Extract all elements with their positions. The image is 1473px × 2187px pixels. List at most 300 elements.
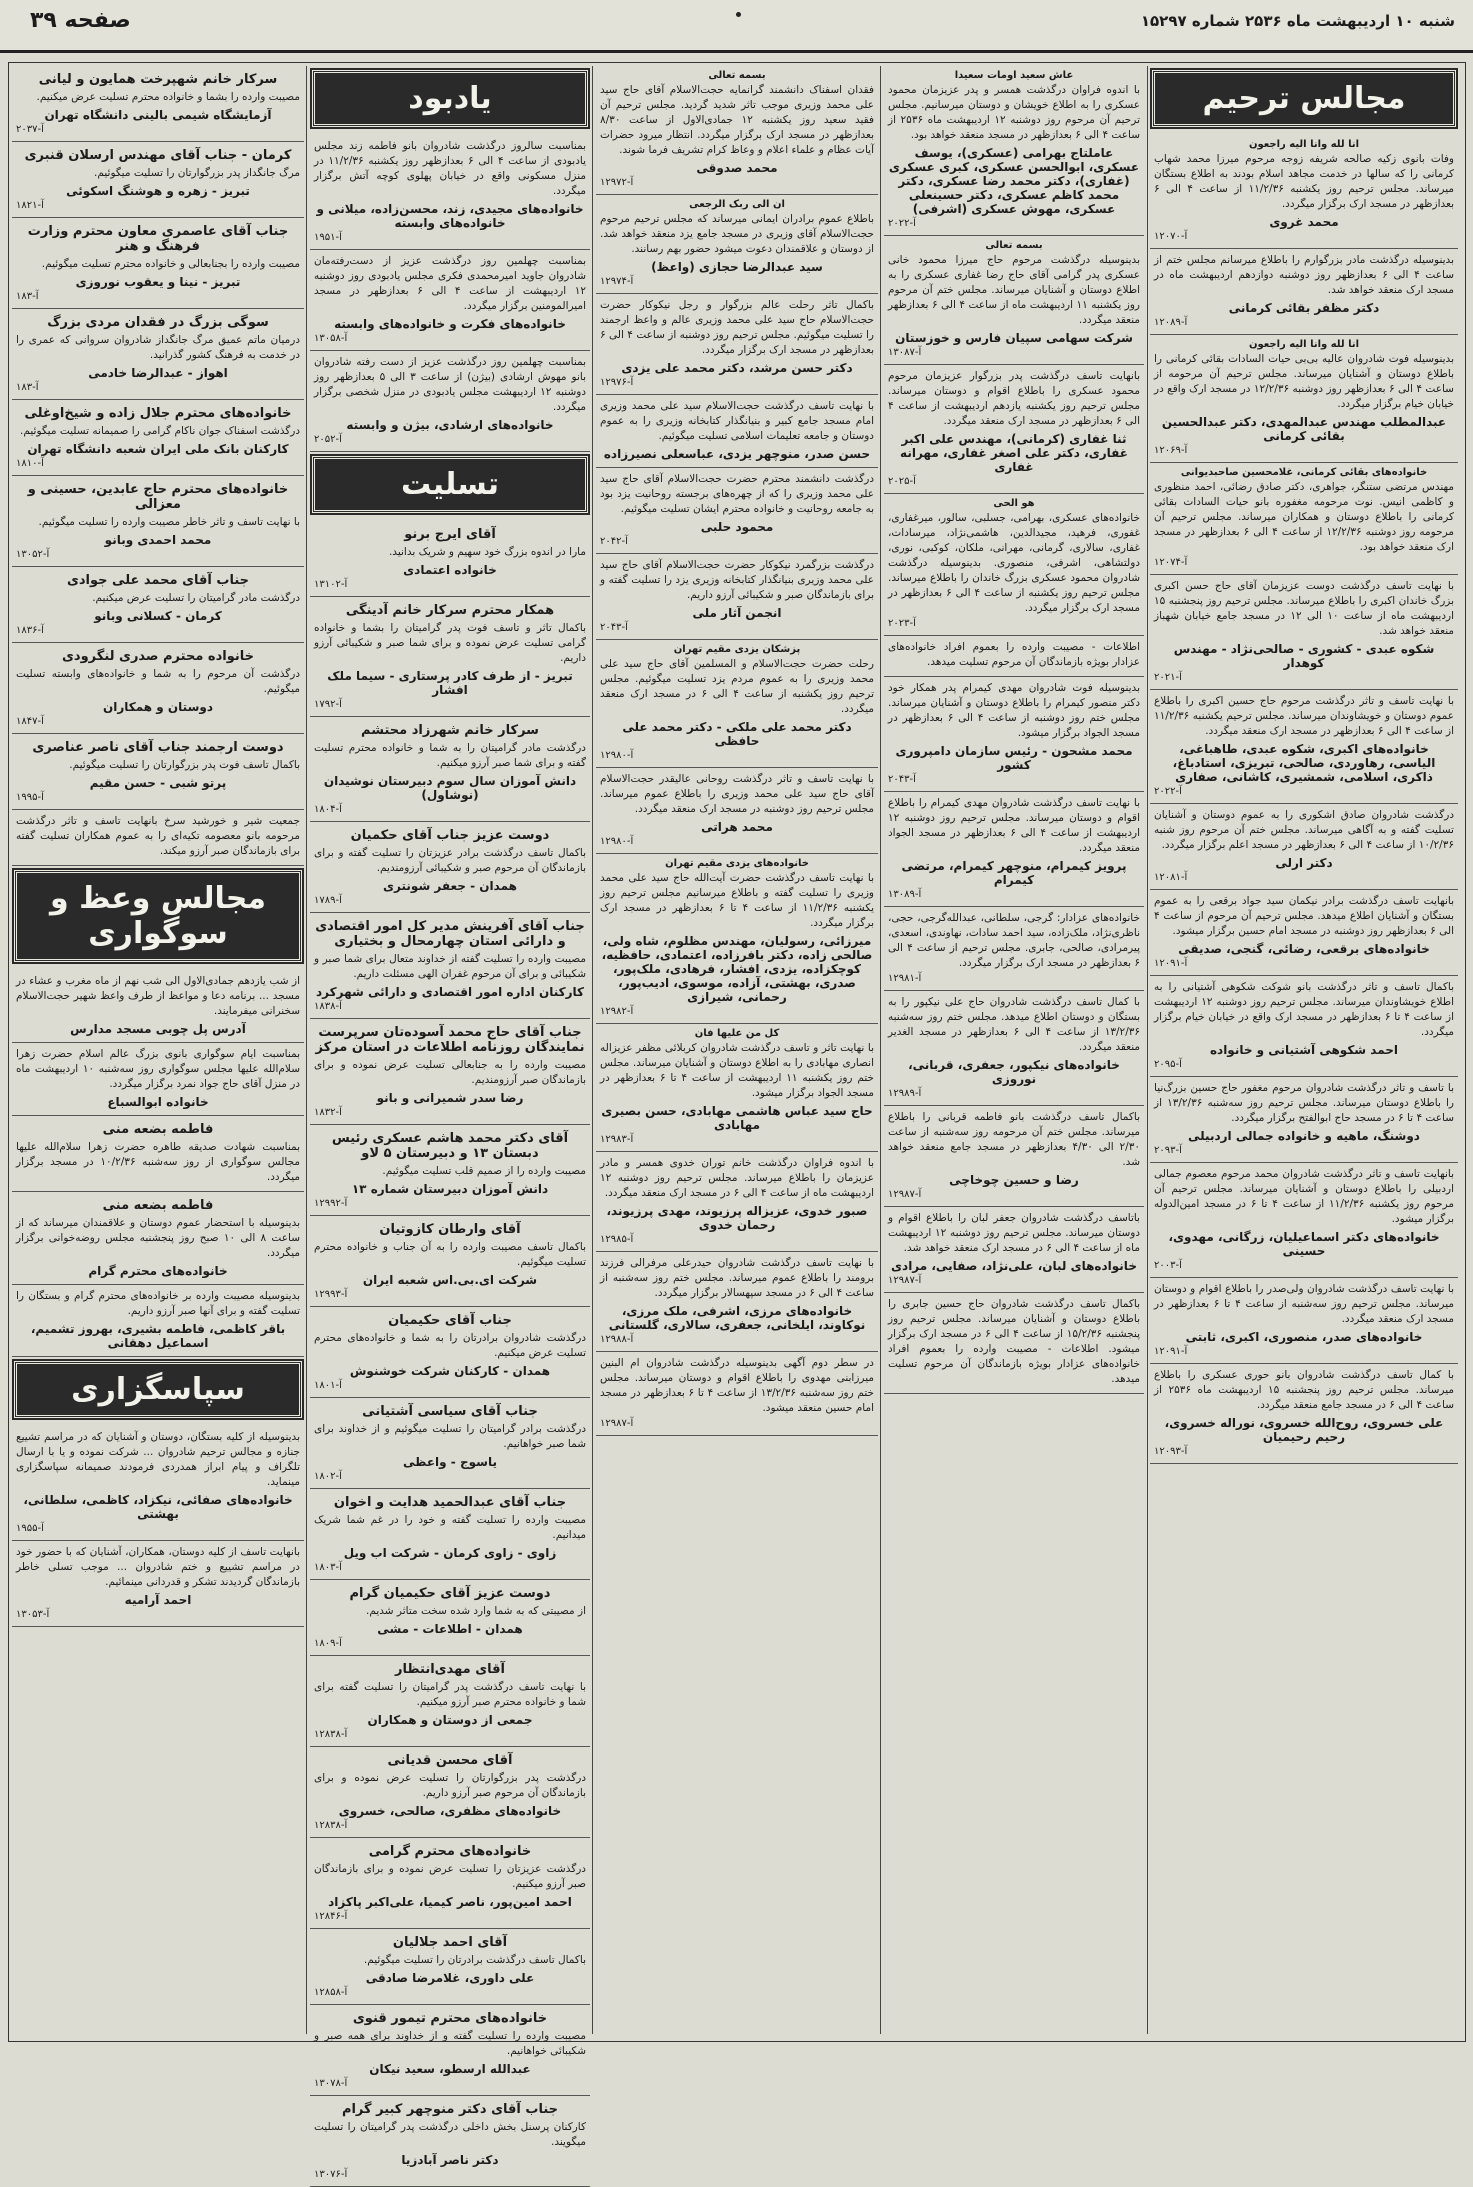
notice-signature: رضا سدر شمیرانی و بانو bbox=[376, 1091, 524, 1105]
notice-title: سرکار خانم شهرزاد محتشم bbox=[361, 723, 539, 738]
notice-block bbox=[596, 1024, 878, 1152]
notice-signature: احمد امین‌پور، ناصر کیمیا، علی‌اکبر پاکزاد bbox=[328, 1895, 572, 1909]
notice-body: درگذشت برادر گرامیتان را تسلیت میگوئیم و از خداوند برای شما صبر خواهانیم. bbox=[314, 1423, 586, 1450]
notice-body: درگذشت عزیزتان را تسلیت عرض نموده و برای بازماندگان صبر آرزو میکنیم. bbox=[314, 1863, 586, 1890]
section-banner-yadbud: یادبود bbox=[312, 70, 588, 127]
notice-block bbox=[596, 768, 878, 854]
notice-block bbox=[1150, 1364, 1458, 1464]
notice-body: با نهایت تاسف درگذشت شادروان ولی‌صدر را باطلاع اقوام و دوستان میرساند. مجلس ترحیم روز سه‌شنبه از ساعت ۴ تا ۶ بعدازظهر در مسجد ارک منعقد میگردد. bbox=[1154, 1283, 1455, 1325]
notice-code: آ-۱۲۹۹۲ bbox=[314, 1198, 348, 1209]
notice-block bbox=[1150, 1077, 1458, 1163]
notice-body: از شب یازدهم جمادی‌الاول الی شب نهم از ماه مغرب و عشاء در مسجد ... برنامه دعا و مواعظ از طرف واعظ شهیر حجت‌الاسلام سخنرانی میفرمایند. bbox=[16, 975, 300, 1017]
notice-signature: محمد احمدی وبانو bbox=[104, 533, 212, 547]
notice-block bbox=[12, 567, 304, 643]
notice-body: با نهایت تاسف و تاثر خاطر مصیبت وارده را تسلیت میگوئیم. bbox=[38, 516, 300, 528]
notice-body: بدینوسیله فوت شادروان مهدی کیمرام پدر همکار خود دکتر منصور کیمرام را باطلاع دوستان و آشنایان میرساند. مجلس ختم روز دوشنبه از ساعت ۴ الی ۶ بعدازظهر در مسجد الجواد برگزار میشود. bbox=[888, 682, 1140, 739]
notice-code: آ-۱۳۰۵۲ bbox=[16, 549, 50, 560]
notice-title: آقای احمد جلالیان bbox=[392, 1935, 508, 1950]
column-rule bbox=[592, 66, 593, 2034]
notice-signature: خانواده‌های اکبری، شکوه عبدی، طاهباغی، الیاسی، رهاوردی، صالحی، تبریزی، استادباغ، ذاکری، اسلامی، شمشیری، کاشانی، صفاری bbox=[1172, 742, 1436, 784]
notice-body: مصیبت وارده را تسلیت گفته و از خداوند برای همه صبر و شکیبائی خواهانیم. bbox=[314, 2030, 586, 2057]
notice-signature: انجمن آثار ملی bbox=[692, 606, 782, 620]
notice-body: خانواده‌های عزادار: گرجی، سلطانی، عبدالله‌گرجی، حجی، ناظری‌نژاد، ملک‌زاده، سید احمد سادات، نهاوندی، اسعدی، پیرمرادی، صالحی، جابری. مجلس ترحیم از ساعت ۴ الی ۶ بعدازظهر در مسجد ارک برگزار میگردد. bbox=[888, 912, 1140, 969]
notice-block bbox=[596, 395, 878, 468]
notice-signature: احمد شکوهی آشتیانی و خانواده bbox=[1209, 1043, 1399, 1057]
notice-signature: شرکت ای.بی.اس شعبه ایران bbox=[362, 1273, 538, 1287]
notice-code: آ-۱۲۰۷۴ bbox=[1154, 557, 1188, 568]
notice-code: آ-۱۲۹۸۵ bbox=[600, 1234, 634, 1245]
notice-body: بمناسبت سالروز درگذشت شادروان بانو فاطمه زند مجلس یادبودی از ساعت ۴ الی ۶ بعدازظهر روز یکشنبه ۱۱/۲/۳۶ در منزل مسکونی واقع در خیابان پهلوی کوچه آتش برگزار میگردد. bbox=[314, 140, 587, 197]
notice-block bbox=[12, 970, 304, 1043]
notice-body: باکمال تاثر و تاسف فوت پدر گرامیتان را بشما و خانواده گرامی تسلیت عرض نموده و برای شما صبر و شکیبائی آرزو داریم. bbox=[314, 622, 586, 664]
notice-body: کارکنان پرسنل بخش داخلی درگذشت پدر گرامیتان را تسلیت میگویند. bbox=[314, 2121, 586, 2148]
notice-block bbox=[310, 2096, 590, 2187]
notice-signature: عبدالمطلب مهندس عبدالمهدی، دکتر عبدالحسین بقائی کرمانی bbox=[1161, 415, 1447, 443]
notice-signature: حسن صدر، منوچهر یزدی، عباسعلی نصیرزاده bbox=[603, 447, 871, 461]
notice-body: از مصیبتی که به شما وارد شده سخت متاثر شدیم. bbox=[366, 1605, 586, 1617]
notice-block bbox=[1150, 1278, 1458, 1364]
notice-signature: دوشنگ، ماهیه و خانواده جمالی اردبیلی bbox=[1188, 1129, 1420, 1143]
page-header bbox=[0, 0, 1473, 53]
notice-title: فاطمه بضعه منی bbox=[102, 1198, 214, 1213]
notice-intro: خانواده‌های یزدی مقیم تهران bbox=[665, 858, 809, 869]
notice-body: با نهایت تاسف و تاثر درگذشت روحانی عالیقدر حجت‌الاسلام آقای حاج سید علی محمد وزیری را باطلاع عموم میرساند. مجلس ترحیم روز دوشنبه در مسجد ارک منعقد میگردد. bbox=[600, 773, 874, 815]
notice-signature: کارکنان بانک ملی ایران شعبه دانشگاه تهران bbox=[27, 442, 289, 456]
notice-block bbox=[12, 1192, 304, 1285]
notice-intro: کل من علیها فان bbox=[694, 1028, 780, 1039]
notice-signature: عاملتاج بهرامی (عسکری)، یوسف عسکری، ابوالحسن عسکری، کبری عسکری (غفاری)، دکتر محمد رضا عسکری، دکتر محمد کاظم عسکری، دکتر حسینعلی عسکری، مهوش عسکری (اشرفی) bbox=[888, 146, 1140, 216]
notice-signature: دانش آموزان دبیرستان شماره ۱۳ bbox=[351, 1182, 549, 1196]
notice-body: بدینوسیله مصیبت وارده بر خانواده‌های محترم گرام و بستگان را تسلیت گفته و برای آنها صبر آرزو داریم. bbox=[16, 1290, 300, 1317]
notice-body: خانواده‌های عسکری، بهرامی، جسلبی، سالور، میرغفاری، غفوری، فرهید، مجیدالدین، هاشمی‌نژاد، میرسادات، غفاری، سالاری، گرمانی، مهرانی، ملکان، کوکبی، نوری، دولتشاهی، اشرفی، منصوری. بدینوسیله درگذشت شادروان محمود عسکری بزرگ خاندان را باطلاع میرساند. مجلس ترحیم روز یکشنبه از ساعت ۴ الی ۶ بعدازظهر در مسجد ارک برگزار میگردد. bbox=[888, 512, 1140, 614]
notice-code: آ-۱۳۰۷۸ bbox=[314, 2078, 348, 2089]
notice-code: آ-۱۳۱۰۲ bbox=[314, 579, 348, 590]
notice-signature: خانواده اعتمادی bbox=[403, 563, 497, 577]
notice-code: آ-۱۲۰۸۹ bbox=[1154, 317, 1188, 328]
notice-body: درگذشت آن مرحوم را به شما و خانواده‌های وابسته تسلیت میگوئیم. bbox=[16, 668, 300, 695]
notice-body: با نهایت تاسف درگذشت پدر گرامیتان را تسلیت گفته برای شما و خانواده محترم صبر آرزو میکنیم. bbox=[314, 1681, 586, 1708]
notice-body: با نهایت تاسف درگذشت شادروان مهدی کیمرام را باطلاع اقوام و دوستان میرساند. مجلس ترحیم روز دوشنبه ۱۲ اردیبهشت از ساعت ۴ الی ۶ بعدازظهر در مسجد الجواد منعقد میگردد. bbox=[888, 797, 1140, 854]
notice-title: جناب آقای عاصمری معاون محترم وزارت فرهنگ و هنر bbox=[27, 224, 289, 254]
notice-body: مصیبت وارده را بشما و خانواده محترم تسلیت عرض میکنیم. bbox=[36, 91, 300, 103]
notice-code: آ-۱۲۹۸۱ bbox=[888, 973, 922, 984]
notice-code: آ-۱۲۹۸۷ bbox=[888, 1189, 922, 1200]
notice-block bbox=[884, 991, 1144, 1106]
notice-body: درگذشت مادر گرامیتان را تسلیت عرض میکنیم. bbox=[92, 592, 300, 604]
notice-signature: ثنا غفاری (کرمانی)، مهندس علی اکبر غفاری، دکتر علی اصغر غفاری، مهرانه غفاری bbox=[900, 432, 1128, 474]
notice-block bbox=[12, 218, 304, 309]
notice-intro: بسمه تعالی bbox=[708, 70, 766, 81]
notice-body: مرگ جانگداز پدر بزرگوارتان را تسلیت میگوئیم. bbox=[94, 167, 300, 179]
notice-block bbox=[884, 636, 1144, 677]
notice-body: درگذشت بزرگمرد نیکوکار حضرت حجت‌الاسلام آقای حاج سید علی محمد وزیری بنیانگذار کتابخانه وزیری یزد را تسلیت گفته و برای بازماندگان صبر و شکیبائی آرزو داریم. bbox=[600, 559, 874, 601]
notice-body: باتاسف درگذشت شادروان جعفر لبان را باطلاع اقوام و دوستان میرساند. مجلس ترحیم روز دوشنبه ۱۲ اردیبهشت ماه از ساعت ۴ الی ۶ در مسجد ارک منعقد خواهد شد. bbox=[888, 1212, 1141, 1254]
notice-signature: محمد غروی bbox=[1269, 215, 1339, 229]
notice-signature: صبور خدوی، عزیزاله پرزیوند، مهدی پرزیوند، رحمان خدوی bbox=[606, 1204, 868, 1232]
notice-body: باکمال تاسف درگذشت بانو فاطمه قربانی را باطلاع میرساند. مجلس ختم آن مرحومه روز سه‌شنبه از ساعت ۲/۳۰ الی ۴/۳۰ بعدازظهر در مسجد جامع منعقد خواهد شد. bbox=[888, 1111, 1141, 1168]
notice-block bbox=[596, 1352, 878, 1436]
notice-signature: دوستان و همکاران bbox=[103, 700, 213, 714]
notice-block bbox=[12, 400, 304, 476]
notice-code: آ-۱۸۰۱ bbox=[314, 1380, 342, 1391]
notice-code: آ-۱۳۰۸۷ bbox=[888, 347, 922, 358]
notice-code: آ-۲۰۲۲ bbox=[888, 218, 916, 229]
notice-body: با نهایت تاسف درگذشت حجت‌الاسلام سید علی محمد وزیری امام مسجد جامع کبیر و بنیانگذار کتابخانه وزیری را به عموم دوستان و جامعه تعلیمات اسلامی تسلیت میگوئیم. bbox=[600, 400, 874, 442]
notice-signature: سید عبدالرضا حجازی (واعظ) bbox=[651, 260, 823, 274]
notice-body: بدینوسیله با استحضار عموم دوستان و علاقمندان میرساند که از ساعت ۸ الی ۱۰ صبح روز پنجشنبه مجلس روضه‌خوانی برگزار میگردد. bbox=[16, 1217, 300, 1259]
notice-code: آ-۱۸۰۲ bbox=[314, 1471, 342, 1482]
notice-body: با نهایت تاثر و تاسف درگذشت شادروان کربلائی مظفر عزیزاله انصاری مهابادی را به اطلاع دوستان و آشنایان میرساند. مجلس ختم روز یکشنبه ۱۱ اردیبهشت از ساعت ۴ تا ۶ بعدازظهر در مسجد الجواد برگزار میشود. bbox=[600, 1042, 875, 1099]
notice-body: در سطر دوم آگهی بدینوسیله درگذشت شادروان ام البنین میرزابنی مهدوی را باطلاع اقوام و دوستان میرساند. مجلس ختم روز سه‌شنبه ۱۳/۲/۳۶ از ساعت ۴ تا ۶ بعدازظهر در مسجد امام حسین منعقد میشود. bbox=[600, 1357, 874, 1414]
notice-title: دوست عزیز آقای حکیمیان گرام bbox=[349, 1586, 551, 1601]
notice-block bbox=[310, 822, 590, 913]
notice-block bbox=[12, 309, 304, 400]
notice-code: آ-۱۲۰۷۰ bbox=[1154, 231, 1188, 242]
notice-body: با نهایت تاسف درگذشت شادروان حیدرعلی مرفرالی فرزند برومند را باطلاع عموم میرساند. مجلس ختم روز سه‌شنبه از ساعت ۴ الی ۶ در مسجد سپهسالار برگزار میگردد. bbox=[600, 1257, 874, 1299]
notice-code: آ-۱۸۳ bbox=[16, 382, 39, 393]
notice-title: همکار محترم سرکار خانم آدینگی bbox=[345, 603, 555, 618]
notice-signature: علی داوری، غلامرضا صادقی bbox=[365, 1971, 535, 1985]
notice-body: با کمال تاسف درگذشت شادروان حاج علی نیکپور را به بستگان و دوستان اطلاع میدهد. مجلس ختم روز سه‌شنبه ۱۳/۲/۳۶ از ساعت ۴ الی ۶ بعدازظهر در مسجد الغدیر منعقد میگردد. bbox=[888, 996, 1141, 1053]
notice-body: بدینوسیله از کلیه بستگان، دوستان و آشنایان که در مراسم تشییع جنازه و مجالس ترحیم شادروان ... شرکت نموده و یا با ارسال تلگراف و پیام ابراز همدردی فرمودند صمیمانه سپاسگزاری مینماید. bbox=[16, 1431, 300, 1488]
notice-signature: عبدالله ارسطو، سعید نیکان bbox=[369, 2062, 531, 2076]
notice-code: آ-۱۸۲۱ bbox=[16, 200, 44, 211]
notice-signature: کرمان - کسلانی وبانو bbox=[94, 609, 222, 623]
notice-intro: انا لله وانا الیه راجعون bbox=[1248, 139, 1360, 150]
notice-signature: محمود حلبی bbox=[700, 520, 774, 534]
notice-block bbox=[884, 907, 1144, 991]
notice-body: باکمال تاسف فوت پدر بزرگوارتان را تسلیت میگوئیم. bbox=[69, 759, 300, 771]
notice-signature: یاسوج - واعظی bbox=[403, 1455, 497, 1469]
notice-body: مصیبت وارده را از صمیم قلب تسلیت میگوئیم. bbox=[382, 1165, 586, 1177]
notice-title: جناب آقای محمد علی جوادی bbox=[66, 573, 250, 588]
notice-signature: خانواده‌های مجیدی، زند، محسن‌زاده، میلانی و خانواده‌های وابسته bbox=[316, 202, 584, 230]
notice-block bbox=[12, 476, 304, 567]
notice-body: بمناسبت چهلمین روز درگذشت عزیز از دست‌رفته‌مان شادروان جاوید امیرمحمدی فکری مجلس یادبودی روز دوشنبه ۱۲ اردیبهشت از ساعت ۴ الی ۶ بعدازظهر در مسجد امیرالمومنین برگزار میگردد. bbox=[314, 255, 586, 312]
notice-block bbox=[884, 236, 1144, 365]
notice-code: آ-۱۷۸۹ bbox=[314, 895, 342, 906]
notice-code: آ-۱۲۹۸۷ bbox=[600, 1418, 634, 1429]
notice-code: آ-۲۰۹۳ bbox=[1154, 1145, 1182, 1156]
notice-body: وفات بانوی زکیه صالحه شریفه زوجه مرحوم میرزا محمد شهاب کرمانی را که سالها در خدمت مجاهد اسلام بودند به اطلاع بستگان میرساند. مجلس ترحیم روز یکشنبه ۱۱/۲/۳۶ از ساعت ۴ الی ۶ بعدازظهر در مسجد ارک برگزار میگردد. bbox=[1154, 153, 1454, 210]
notice-block bbox=[596, 294, 878, 395]
notice-block bbox=[310, 1747, 590, 1838]
notice-signature: همدان - اطلاعات - مشی bbox=[377, 1622, 523, 1636]
notice-block bbox=[12, 1541, 304, 1627]
notice-body: درگذشت اسفناک جوان ناکام گرامی را صمیمانه تسلیت میگوئیم. bbox=[20, 425, 300, 437]
notice-body: با اندوه فراوان درگذشت خانم توران خدوی همسر و مادر عزیزمان را باطلاع میرساند. مجلس ترحیم روز دوشنبه ۱۲ اردیبهشت ماه از ساعت ۴ الی ۶ در مسجد ارک منعقد میگردد. bbox=[600, 1157, 874, 1199]
notice-code: آ-۱۲۹۷۴ bbox=[600, 276, 634, 287]
notice-code: آ-۲۰۴۳ bbox=[600, 622, 628, 633]
notice-block bbox=[884, 365, 1144, 494]
notice-block bbox=[310, 135, 590, 250]
notice-body: درمیان ماتم عمیق مرگ جانگداز شادروان سروانی که عمری را در خدمت به فرهنگ کشور گذرانید. bbox=[16, 334, 300, 361]
notice-body: اطلاعات - مصیبت وارده را بعموم افراد خانواده‌های عزادار بویژه بازماندگان آن مرحوم تسلیت میدهد. bbox=[888, 641, 1140, 668]
notice-code: آ-۱۲۹۸۸ bbox=[600, 1334, 634, 1345]
column-condolence-sermon-thanks bbox=[12, 66, 304, 2034]
notice-title: خانواده‌های محترم گرامی bbox=[368, 1844, 532, 1859]
notice-body: بمناسبت شهادت صدیقه طاهره حضرت زهرا سلام‌الله علیها مجالس سوگواری از روز سه‌شنبه ۱۰/۲/۳۶ در مسجد برگزار میگردد. bbox=[16, 1141, 300, 1183]
notice-signature: خانواده‌های دکتر اسماعیلیان، زرگانی، مهدوی، حسینی bbox=[1168, 1230, 1440, 1258]
notice-signature: باقر کاظمی، فاطمه بشیری، بهروز تشمیم، اسماعیل دهقانی bbox=[30, 1322, 286, 1350]
notice-signature: اهواز - عبدالرضا خادمی bbox=[88, 366, 228, 380]
notice-body: با نهایت تاسف درگذشت حضرت آیت‌الله حاج سید علی محمد وزیری را تسلیت گفته و باطلاع میرسانیم مجلس ترحیم روز یکشنبه ۱۱/۲/۳۶ از ساعت ۴ تا ۶ بعدازظهر در مسجد ارک برگزار میگردد. bbox=[600, 872, 874, 929]
notice-code: آ-۱۸۳ bbox=[16, 291, 39, 302]
notice-code: آ-۱۲۹۹۳ bbox=[314, 1289, 348, 1300]
notice-code: آ-۱۸۳۶ bbox=[16, 625, 44, 636]
notice-block bbox=[596, 554, 878, 640]
notice-title: خانواده‌های محترم جلال زاده و شیخ‌اوغلی bbox=[24, 406, 292, 421]
notice-code: آ-۱۲۸۴۶ bbox=[314, 1911, 348, 1922]
notice-signature: خانواده‌های فکرت و خانواده‌های وابسته bbox=[334, 317, 566, 331]
notice-block bbox=[596, 854, 878, 1024]
notice-block bbox=[310, 1307, 590, 1398]
notice-title: کرمان - جناب آقای مهندس ارسلان قنبری bbox=[24, 148, 292, 163]
notice-signature: کارکنان اداره امور اقتصادی و دارائی شهرکرد bbox=[316, 985, 584, 999]
issue-date: شنبه ۱۰ اردیبهشت ماه ۲۵۳۶ شماره ۱۵۲۹۷ bbox=[1140, 12, 1455, 30]
notice-body: مصیبت وارده را تسلیت گفته از خداوند متعال برای شما صبر و شکیبائی و برای آن مرحوم غفران الهی مسئلت داریم. bbox=[314, 953, 586, 980]
notice-block bbox=[310, 1929, 590, 2005]
notice-signature: خانواده‌های محترم گرام bbox=[88, 1264, 228, 1278]
notice-signature: محمد هراتی bbox=[701, 820, 773, 834]
notice-block bbox=[310, 351, 590, 452]
notice-signature: همدان - کارکنان شرکت خوشنوش bbox=[349, 1364, 551, 1378]
notice-intro: انا لله وانا الیه راجعون bbox=[1248, 339, 1360, 350]
notice-block bbox=[1150, 890, 1458, 976]
notice-code: آ-۲۰۲۳ bbox=[888, 618, 916, 629]
notice-block bbox=[310, 1656, 590, 1747]
notice-body: بانهایت تاسف درگذشت پدر بزرگوار عزیزمان مرحوم محمود عسکری را باطلاع اقوام و دوستان میرساند. مجلس ترحیم روز یکشنبه یازدهم اردیبهشت از ساعت ۴ الی ۶ بعدازظهر در مسجد ارک منعقد میگردد. bbox=[888, 370, 1140, 427]
notice-signature: جمعی از دوستان و همکاران bbox=[367, 1713, 533, 1727]
notice-body: درگذشت پدر بزرگوارتان را تسلیت عرض نموده و برای بازماندگان آن مرحوم صبر آرزو داریم. bbox=[314, 1772, 586, 1799]
notice-body: جمعیت شیر و خورشید سرخ بانهایت تاسف و تاثر درگذشت مرحومه بانو معصومه تکیه‌ای را به عموم همکاران تسلیت گفته برای بازماندگان صبر آرزو میکند. bbox=[16, 815, 300, 857]
notice-block bbox=[310, 1398, 590, 1489]
column-obituaries-3 bbox=[596, 66, 878, 2034]
notice-body: باکمال تاسف درگذشت شادروان حاج حسین جابری را باطلاع دوستان و آشنایان میرساند. مجلس ترحیم روز پنجشنبه ۱۵/۲/۳۶ از ساعت ۴ الی ۶ در مسجد ارک برگزار میشود. اطلاعات - مصیبت وارده را بعموم افراد خانواده‌های عزادار بویژه بازماندگان آن مرحوم تسلیت میدهد. bbox=[888, 1298, 1141, 1385]
notice-block bbox=[12, 1285, 304, 1357]
notice-body: باطلاع عموم برادران ایمانی میرساند که مجلس ترحیم مرحوم حجت‌الاسلام آقای وزیری در مسجد جامع یزد منعقد خواهد شد. از دوستان و علاقمندان دعوت میشود حضور بهم رسانند. bbox=[600, 213, 874, 255]
notice-title: جناب آقای عبدالحمید هدایت و اخوان bbox=[333, 1495, 567, 1510]
notice-code: آ-۲۰۰۳ bbox=[1154, 1260, 1182, 1271]
notice-code: آ-۱۲۰۹۱ bbox=[1154, 958, 1188, 969]
page-number: صفحه ۳۹ bbox=[30, 8, 131, 33]
notice-code: آ-۱۸۰۳ bbox=[314, 1562, 342, 1573]
notice-signature: شکوه عبدی - کشوری - صالحی‌نژاد - مهندس کوهدار bbox=[1173, 642, 1435, 670]
notice-title: دوست ارجمند جناب آقای ناصر عناصری bbox=[32, 740, 284, 755]
notice-body: باکمال تاسف درگذشت برادر عزیزتان را تسلیت گفته و برای بازماندگان آن مرحوم صبر و شکیبائی آرزومندیم. bbox=[314, 847, 586, 874]
notice-code: آ-۱۲۸۳۸ bbox=[314, 1820, 348, 1831]
notice-block bbox=[596, 468, 878, 554]
notice-code: آ-۲۰۵۲ bbox=[314, 434, 342, 445]
notice-code: آ-۱۸۴۷ bbox=[16, 716, 44, 727]
notice-code: آ-۱۹۹۵ bbox=[16, 792, 44, 803]
notice-block bbox=[596, 1152, 878, 1252]
notice-intro: ان الی ربک الرجعی bbox=[689, 199, 785, 210]
notice-block bbox=[884, 1293, 1144, 1394]
section-banner-taslit: تسلیت bbox=[312, 456, 588, 513]
notice-block bbox=[884, 1207, 1144, 1293]
notice-signature: پرتو شبی - حسن مقیم bbox=[89, 776, 227, 790]
notice-code: آ-۱۷۹۲ bbox=[314, 699, 342, 710]
notice-block bbox=[1150, 804, 1458, 890]
notice-title: جناب آقای سیاسی آشتیانی bbox=[362, 1404, 538, 1419]
notice-block bbox=[884, 677, 1144, 792]
notice-block bbox=[596, 195, 878, 294]
notice-title: آقای مهدی‌انتظار bbox=[394, 1662, 506, 1677]
notice-body: بانهایت تاسف از کلیه دوستان، همکاران، آشنایان که با حضور خود در مراسم تشییع و ختم شادروان ... موجب تسلی خاطر بازماندگان گردیدند تشکر و قدردانی مینمائیم. bbox=[16, 1546, 300, 1588]
notice-signature: علی خسروی، روح‌الله خسروی، نوراله خسروی، رحیم رحیمیان bbox=[1164, 1416, 1444, 1444]
notice-signature: محمد مشحون - رئیس سازمان دامپروری کشور bbox=[895, 744, 1133, 772]
notice-signature: دکتر ناصر آبادزیا bbox=[401, 2153, 499, 2167]
notice-body: بدینوسیله درگذشت مادر بزرگوارم را باطلاع میرسانم مجلس ختم از ساعت ۴ الی ۶ بعدازظهر روز دوشنبه دوازدهم اردیبهشت ماه در مسجد ارک منعقد خواهد شد. bbox=[1154, 254, 1455, 296]
notice-block bbox=[884, 792, 1144, 907]
notice-block bbox=[310, 1125, 590, 1216]
notice-title: جناب آقای حاج محمد آسوده‌تان سرپرست نمایندگان روزنامه اطلاعات در استان مرکز bbox=[315, 1025, 585, 1055]
notice-code: آ-۱۲۸۵۸ bbox=[314, 1987, 348, 1998]
notice-body: فقدان اسفناک دانشمند گرانمایه حجت‌الاسلام آقای حاج سید علی محمد وزیری موجب تاثر شدید گردید. مجلس ترحیم آن فقید سعید روز یکشنبه ۱۲ جمادی‌الاول از ساعت ۸/۳۰ بعدازظهر در مسجد ارک برگزار میگردد. انتظار میرود حضرات آیات عظام و علماء اعلام و وعاظ کرام تشریف فرما شوند. bbox=[600, 84, 874, 156]
notice-code: آ-۱۳۰۵۸ bbox=[314, 333, 348, 344]
notice-body: با نهایت تاسف درگذشت دوست عزیزمان آقای حاج حسن اکبری بزرگ خاندان اکبری را باطلاع میرساند. مجلس ترحیم روز پنجشنبه ۱۵ اردیبهشت ماه از ساعت ۱۰ الی ۱۲ در مسجد جامع خیابان شهباز منعقد خواهد شد. bbox=[1154, 580, 1455, 637]
notice-signature: خانواده‌های مرزی، اشرفی، ملک مرزی، نوکاوند، ایلخانی، جعفری، سالاری، گلستانی bbox=[608, 1304, 866, 1332]
column-rule bbox=[1147, 66, 1148, 2034]
notice-signature: تبریز - نینا و یعقوب نوروزی bbox=[75, 275, 241, 289]
notice-block bbox=[12, 142, 304, 218]
notice-code: آ-۲۰۲۵ bbox=[888, 476, 916, 487]
notice-body: با نهایت تاسف و تاثر درگذشت مرحوم حاج حسین اکبری را باطلاع عموم دوستان و خویشاوندان میرساند. مجلس ترحیم یکشنبه ۱۱/۲/۳۶ از ساعت ۴ الی ۶ بعدازظهر در مسجد ارک منعقد میگردد. bbox=[1154, 695, 1454, 737]
notice-code: آ-۱۲۹۸۳ bbox=[600, 1134, 634, 1145]
notice-signature: خانواده‌های لبان، علی‌نژاد، صفایی، مرادی bbox=[891, 1259, 1137, 1273]
notice-block bbox=[1150, 249, 1458, 335]
notice-title: خانواده‌های محترم حاج عابدین، حسینی و معزالی bbox=[27, 482, 289, 512]
notice-code: آ-۱۳۰۵۳ bbox=[16, 1609, 50, 1620]
notice-code: آ-۱۲۹۷۶ bbox=[600, 377, 634, 388]
notice-signature: حاج سید عباس هاشمی مهابادی، حسن بصیری مهابادی bbox=[601, 1104, 873, 1132]
notice-title: آقای ایرج برنو bbox=[404, 527, 496, 542]
notice-block bbox=[1150, 690, 1458, 804]
notice-block bbox=[310, 250, 590, 351]
notice-signature: خانواده ابوالسباع bbox=[107, 1095, 209, 1109]
notice-title: جناب آقای حکیمیان bbox=[388, 1313, 512, 1328]
notice-code: آ-۱۲۹۸۲ bbox=[600, 1006, 634, 1017]
section-banner-majales-tarhim: مجالس ترحیم bbox=[1152, 70, 1456, 127]
notice-signature: دکتر ارلی bbox=[1275, 856, 1333, 870]
notice-signature: تبریز - از طرف کادر پرستاری - سیما ملک افشار bbox=[327, 669, 573, 697]
notice-block bbox=[12, 1426, 304, 1541]
section-banner-sepasgozari: سپاسگزاری bbox=[14, 1361, 302, 1418]
notice-code: آ-۱۸۰۴ bbox=[314, 804, 342, 815]
header-dot bbox=[736, 12, 741, 17]
notice-body: مصیبت وارده را بجنابعالی و خانواده محترم تسلیت میگوئیم. bbox=[41, 258, 300, 270]
notice-code: آ-۱۲۹۸۷ bbox=[888, 1275, 922, 1286]
notice-title: فاطمه بضعه منی bbox=[102, 1122, 214, 1137]
notice-signature: تبریز - زهره و هوشنگ اسکوئی bbox=[66, 184, 250, 198]
notice-block bbox=[310, 913, 590, 1019]
notice-signature: همدان - جعفر شونتری bbox=[383, 879, 517, 893]
column-obituaries-1 bbox=[1150, 66, 1458, 2034]
notice-body: بانهایت تاسف درگذشت برادر نیکمان سید جواد برقعی را به عموم بستگان و آشنایان اطلاع میدهد. مجلس ترحیم آن مرحوم از ساعت ۴ الی ۶ بعدازظهر روز دوشنبه در مسجد امام حسین برگزار میشود. bbox=[1154, 895, 1454, 937]
notice-block bbox=[596, 640, 878, 768]
notice-code: آ-۱۲۹۸۰ bbox=[600, 836, 634, 847]
notice-code: آ-۲۰۹۵ bbox=[1154, 1059, 1182, 1070]
notice-signature: پرویز کیمرام، منوچهر کیمرام، مرتضی کیمرام bbox=[901, 859, 1127, 887]
notice-title: آقای وارطان کازوتیان bbox=[379, 1222, 521, 1237]
notice-signature: خانواده‌های مظفری، صالحی، خسروی bbox=[338, 1804, 562, 1818]
notice-block bbox=[1150, 135, 1458, 249]
notice-block bbox=[1150, 976, 1458, 1077]
notice-block bbox=[310, 1838, 590, 1929]
notice-code: آ-۱۳۰۸۹ bbox=[888, 889, 922, 900]
notice-code: آ-۱۲۹۷۲ bbox=[600, 177, 634, 188]
notice-code: آ-۱۲۰۶۹ bbox=[1154, 445, 1188, 456]
notice-block bbox=[310, 597, 590, 717]
notice-intro: بسمه تعالی bbox=[985, 240, 1043, 251]
notice-block bbox=[1150, 463, 1458, 575]
notice-code: آ-۱۲۹۸۰ bbox=[600, 750, 634, 761]
notice-code: آ-۱۸۳۲ bbox=[314, 1107, 342, 1118]
notice-signature: دکتر مظفر بقائی کرمانی bbox=[1228, 301, 1380, 315]
notice-body: بمناسبت چهلمین روز درگذشت عزیز از دست رفته شادروان بانو مهوش ارشادی (بیژن) از ساعت ۳ الی ۵ بعدازظهر روز دوشنبه ۱۲ اردیبهشت مجلس یادبودی در منزل شخصی برگزار میگردد. bbox=[314, 356, 586, 413]
notice-block bbox=[310, 1216, 590, 1307]
notice-body: مارا در اندوه بزرگ خود سهیم و شریک بدانید. bbox=[388, 546, 586, 558]
notice-body: با کمال تاسف درگذشت شادروان بانو حوری عسکری را باطلاع میرساند. مجلس ترحیم روز پنجشنبه ۱۵ اردیبهشت ماه ۲۵۳۶ از ساعت ۴ الی ۶ در مسجد جامع منعقد میگردد. bbox=[1154, 1369, 1454, 1411]
notice-code: آ-۱۲۸۳۸ bbox=[314, 1729, 348, 1740]
notice-signature: دانش آموزان سال سوم دبیرستان نوشیدان (نوشاول) bbox=[323, 774, 577, 802]
notice-intro: عاش سعید اومات سعیدا bbox=[954, 70, 1074, 81]
notice-title: جناب آقای آفرینش مدیر کل امور اقتصادی و دارائی استان چهارمحال و بختیاری bbox=[315, 919, 585, 949]
notice-block bbox=[310, 717, 590, 822]
notice-body: درگذشت دانشمند محترم حضرت حجت‌الاسلام آقای حاج سید علی محمد وزیری را که از چهره‌های برجسته روحانیت یزد بود به جامعه روحانیت و خانواده محترم ایشان تسلیت میگوئیم. bbox=[600, 473, 874, 515]
notice-body: بانهایت تاسف و تاثر درگذشت شادروان محمد مرحوم معصوم جمالی اردبیلی را باطلاع دوستان و آشنایان میرساند. مجلس ترحیم آن مرحوم روز یکشنبه ۱۱/۲/۳۶ از ساعت ۴ تا ۶ در مسجد امین‌الدوله برگزار میشود. bbox=[1154, 1168, 1454, 1225]
notice-code: آ-۲۰۲۲ bbox=[1154, 786, 1182, 797]
notice-body: با تاسف و تاثر درگذشت شادروان مرحوم مغفور حاج حسین بزرگ‌نیا را باطلاع دوستان میرساند. مجلس ترحیم روز سه‌شنبه ۱۳/۲/۳۶ از ساعت ۴ تا ۶ در مسجد حاج ابوالفتح برگزار میگردد. bbox=[1154, 1082, 1454, 1124]
notice-body: درگذشت شادروان صادق اشکوری را به عموم دوستان و آشنایان تسلیت گفته و به آگاهی میرساند. مجلس ختم آن مرحوم روز شنبه ۱۰/۲/۳۶ از ساعت ۴ الی ۶ بعدازظهر در مسجد اعلم برگزار میگردد. bbox=[1154, 809, 1454, 851]
notice-signature: خانواده‌های نیکپور، جعفری، قربانی، نوروزی bbox=[908, 1058, 1120, 1086]
notice-block bbox=[12, 810, 304, 866]
notice-body: باکمال تاسف و تاثر درگذشت بانو شوکت شکوهی آشتیانی را به اطلاع خویشاوندان میرساند. مجلس ترحیم روز دوشنبه ۱۲ اردیبهشت از ساعت ۴ تا ۶ بعدازظهر در مسجد ارک واقع در خیابان خیام برگزار میگردد. bbox=[1154, 981, 1454, 1038]
notice-body: رحلت حضرت حجت‌الاسلام و المسلمین آقای حاج سید علی محمد وزیری را به عموم مردم یزد تسلیت میگوئیم. مجلس ترحیم روز یکشنبه از ساعت ۴ الی ۶ در مسجد ارک منعقد میگردد. bbox=[600, 658, 874, 715]
notice-code: آ-۱۸۳۸ bbox=[314, 1001, 342, 1012]
notice-code: آ-۱۲۰۸۱ bbox=[1154, 872, 1188, 883]
notice-intro: هو الحی bbox=[993, 498, 1035, 509]
notice-body: باکمال تاسف درگذشت برادرتان را تسلیت میگوئیم. bbox=[363, 1954, 586, 1966]
notice-block bbox=[12, 1043, 304, 1116]
notice-signature: زاوی - زاوی کرمان - شرکت اب ویل bbox=[343, 1546, 557, 1560]
notice-title: دوست عزیز جناب آقای حکمیان bbox=[350, 828, 550, 843]
notice-block bbox=[310, 521, 590, 597]
notice-body: مهندس مرتضی ستنگر، جواهری، دکتر صادق رضائی، احمد منظوری و کاظمی انیس. نوت مرحومه مغفوره بانو حیات السادات بقائی کرمانی را باطلاع دوستان و همکاران میرساند. مجلس ترحیم آن مرحومه روز دوشنبه ۱۲/۲/۳۶ از ساعت ۴ الی ۶ بعدازظهر در مسجد ارک منعقد خواهد بود. bbox=[1154, 481, 1454, 553]
notice-signature: رضا و حسین چوخاچی bbox=[949, 1173, 1079, 1187]
notice-block bbox=[12, 1116, 304, 1192]
notice-block bbox=[12, 643, 304, 734]
notice-block bbox=[1150, 1163, 1458, 1278]
notice-body: باکمال تاثر رحلت عالم بزرگوار و رجل نیکوکار حضرت حجت‌الاسلام حاج سید علی محمد وزیری عالم و واعظ ارجمند را تسلیت میگوئیم. مجلس ترحیم روز دوشنبه از ساعت ۴ الی ۶ بعدازظهر در مسجد ارک برگزار میگردد. bbox=[600, 299, 874, 356]
notice-code: آ-۲۰۲۱ bbox=[1154, 672, 1182, 683]
notice-signature: خانواده‌های ارشادی، بیژن و وابسته bbox=[346, 418, 554, 432]
column-rule bbox=[306, 66, 307, 2034]
notice-signature: خانواده‌های برقعی، رضائی، گنجی، صدیقی bbox=[1178, 942, 1430, 956]
notice-title: آقای محسن قدیانی bbox=[387, 1753, 513, 1768]
notice-signature: احمد آرامیه bbox=[124, 1593, 192, 1607]
notice-block bbox=[1150, 575, 1458, 690]
notice-block bbox=[310, 2005, 590, 2096]
notice-title: خانواده محترم صدری لنگرودی bbox=[62, 649, 254, 664]
notice-block bbox=[884, 494, 1144, 636]
notice-block bbox=[310, 1580, 590, 1656]
notice-block bbox=[12, 66, 304, 142]
notice-body: مصیبت وارده را به جنابعالی تسلیت عرض نموده و برای بازماندگان صبر آرزومندیم. bbox=[314, 1059, 586, 1086]
notice-signature: آزمایشگاه شیمی بالینی دانشگاه تهران bbox=[44, 108, 272, 122]
notice-code: آ-۱۸۰۹ bbox=[314, 1638, 342, 1649]
